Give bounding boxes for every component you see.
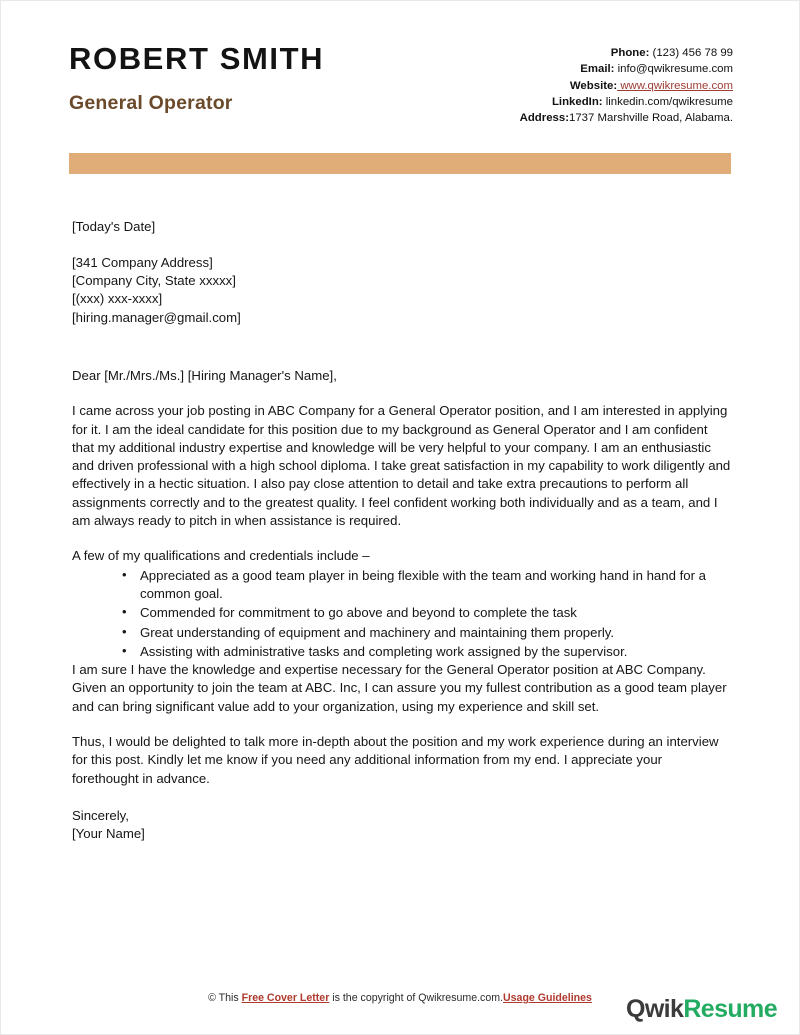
free-cover-letter-link[interactable]: Free Cover Letter — [241, 992, 330, 1004]
date-line: [Today's Date] — [72, 219, 156, 235]
recipient-address-line-2: [Company City, State xxxxx] — [72, 273, 236, 289]
signature-name: [Your Name] — [72, 826, 145, 842]
contact-label-website: Website: — [569, 79, 618, 92]
recipient-address-block — [72, 254, 731, 327]
usage-guidelines-link[interactable]: Usage Guidelines — [503, 992, 592, 1004]
website-link[interactable]: www.qwikresume.com — [617, 79, 733, 92]
contact-value-address: 1737 Marshville Road, Alabama. — [569, 112, 733, 125]
qualifications-intro: A few of my qualifications and credentials include – — [72, 548, 370, 564]
contact-value-phone: (123) 456 78 99 — [649, 47, 733, 59]
closing-salutation: Sincerely, — [72, 807, 129, 823]
recipient-email-line: [hiring.manager@gmail.com] — [72, 309, 241, 325]
recipient-address-line-1: [341 Company Address] — [72, 254, 213, 270]
recipient-phone-line: [(xxx) xxx-xxxx] — [72, 291, 163, 307]
letterhead — [1, 1, 799, 126]
contact-block — [520, 39, 733, 126]
footer-prefix: © This — [208, 992, 242, 1004]
body-paragraph-2: I am sure I have the knowledge and expertise necessary for the General Operator position at ABC Company. Given an opportunity to join the team at ABC. Inc, I can assure you my fullest contribution as a good team player and can bring significant value add to your organization, using my experience and skill set. — [72, 662, 727, 714]
footer-middle: is the copyright of Qwikresume.com. — [329, 992, 504, 1004]
body-paragraph-1: I came across your job posting in ABC Company for a General Operator position, and I am interested in applying for it. I am the ideal candidate for this position due to my background as General Operator and I am confident that my additional industry expertise and knowledge will be very helpful to your company. I am an enthusiastic and driven professional with a high school diploma. I take great satisfaction in my capability to work diligently and effectively in a hectic situation. I also pay close attention to detail and take extra precautions to perform all assignments correctly and to the greatest quality. I feel confident working both individually and as a team, and I am always ready to pitch in when assistance is required. — [72, 403, 731, 529]
contact-row-website — [520, 78, 733, 94]
page-footer — [1, 982, 799, 1034]
contact-value-email: info@qwikresume.com — [614, 63, 733, 76]
contact-row-email — [520, 61, 733, 77]
list-item: • Great understanding of equipment and machinery and maintaining them properly. — [122, 624, 731, 642]
letter-body — [1, 218, 799, 843]
closing-block — [72, 807, 731, 844]
identity-block — [69, 39, 324, 115]
salutation: Dear [Mr./Mrs./Ms.] [Hiring Manager's Name], — [72, 367, 337, 383]
qwikresume-logo — [626, 996, 777, 1022]
list-item: • Appreciated as a good team player in being flexible with the team and working hand in hand for a common goal. — [122, 567, 731, 604]
contact-row-phone — [520, 45, 733, 61]
accent-divider-bar — [69, 153, 731, 174]
logo-text-qwik: Qwik — [625, 995, 684, 1023]
qualifications-list — [72, 567, 731, 661]
list-item: • Assisting with administrative tasks and completing work assigned by the supervisor. — [122, 643, 731, 661]
page-title: ROBERT SMITH — [69, 41, 325, 76]
job-title: General Operator — [69, 91, 233, 114]
body-paragraph-3: Thus, I would be delighted to talk more in-depth about the position and my work experience during an interview for this post. Kindly let me know if you need any additional information from my end. I appreciate your forethought in advance. — [72, 734, 719, 786]
contact-value-linkedin: linkedin.com/qwikresume — [602, 95, 733, 108]
contact-row-linkedin — [520, 94, 733, 110]
contact-label-email: Email: — [580, 63, 615, 76]
list-item: • Commended for commitment to go above and beyond to complete the task — [122, 604, 731, 622]
logo-text-resume: Resume — [683, 995, 777, 1023]
contact-label-phone: Phone: — [610, 47, 650, 59]
contact-row-address — [520, 110, 733, 126]
contact-label-address: Address: — [519, 112, 569, 125]
contact-label-linkedin: LinkedIn: — [551, 95, 603, 108]
